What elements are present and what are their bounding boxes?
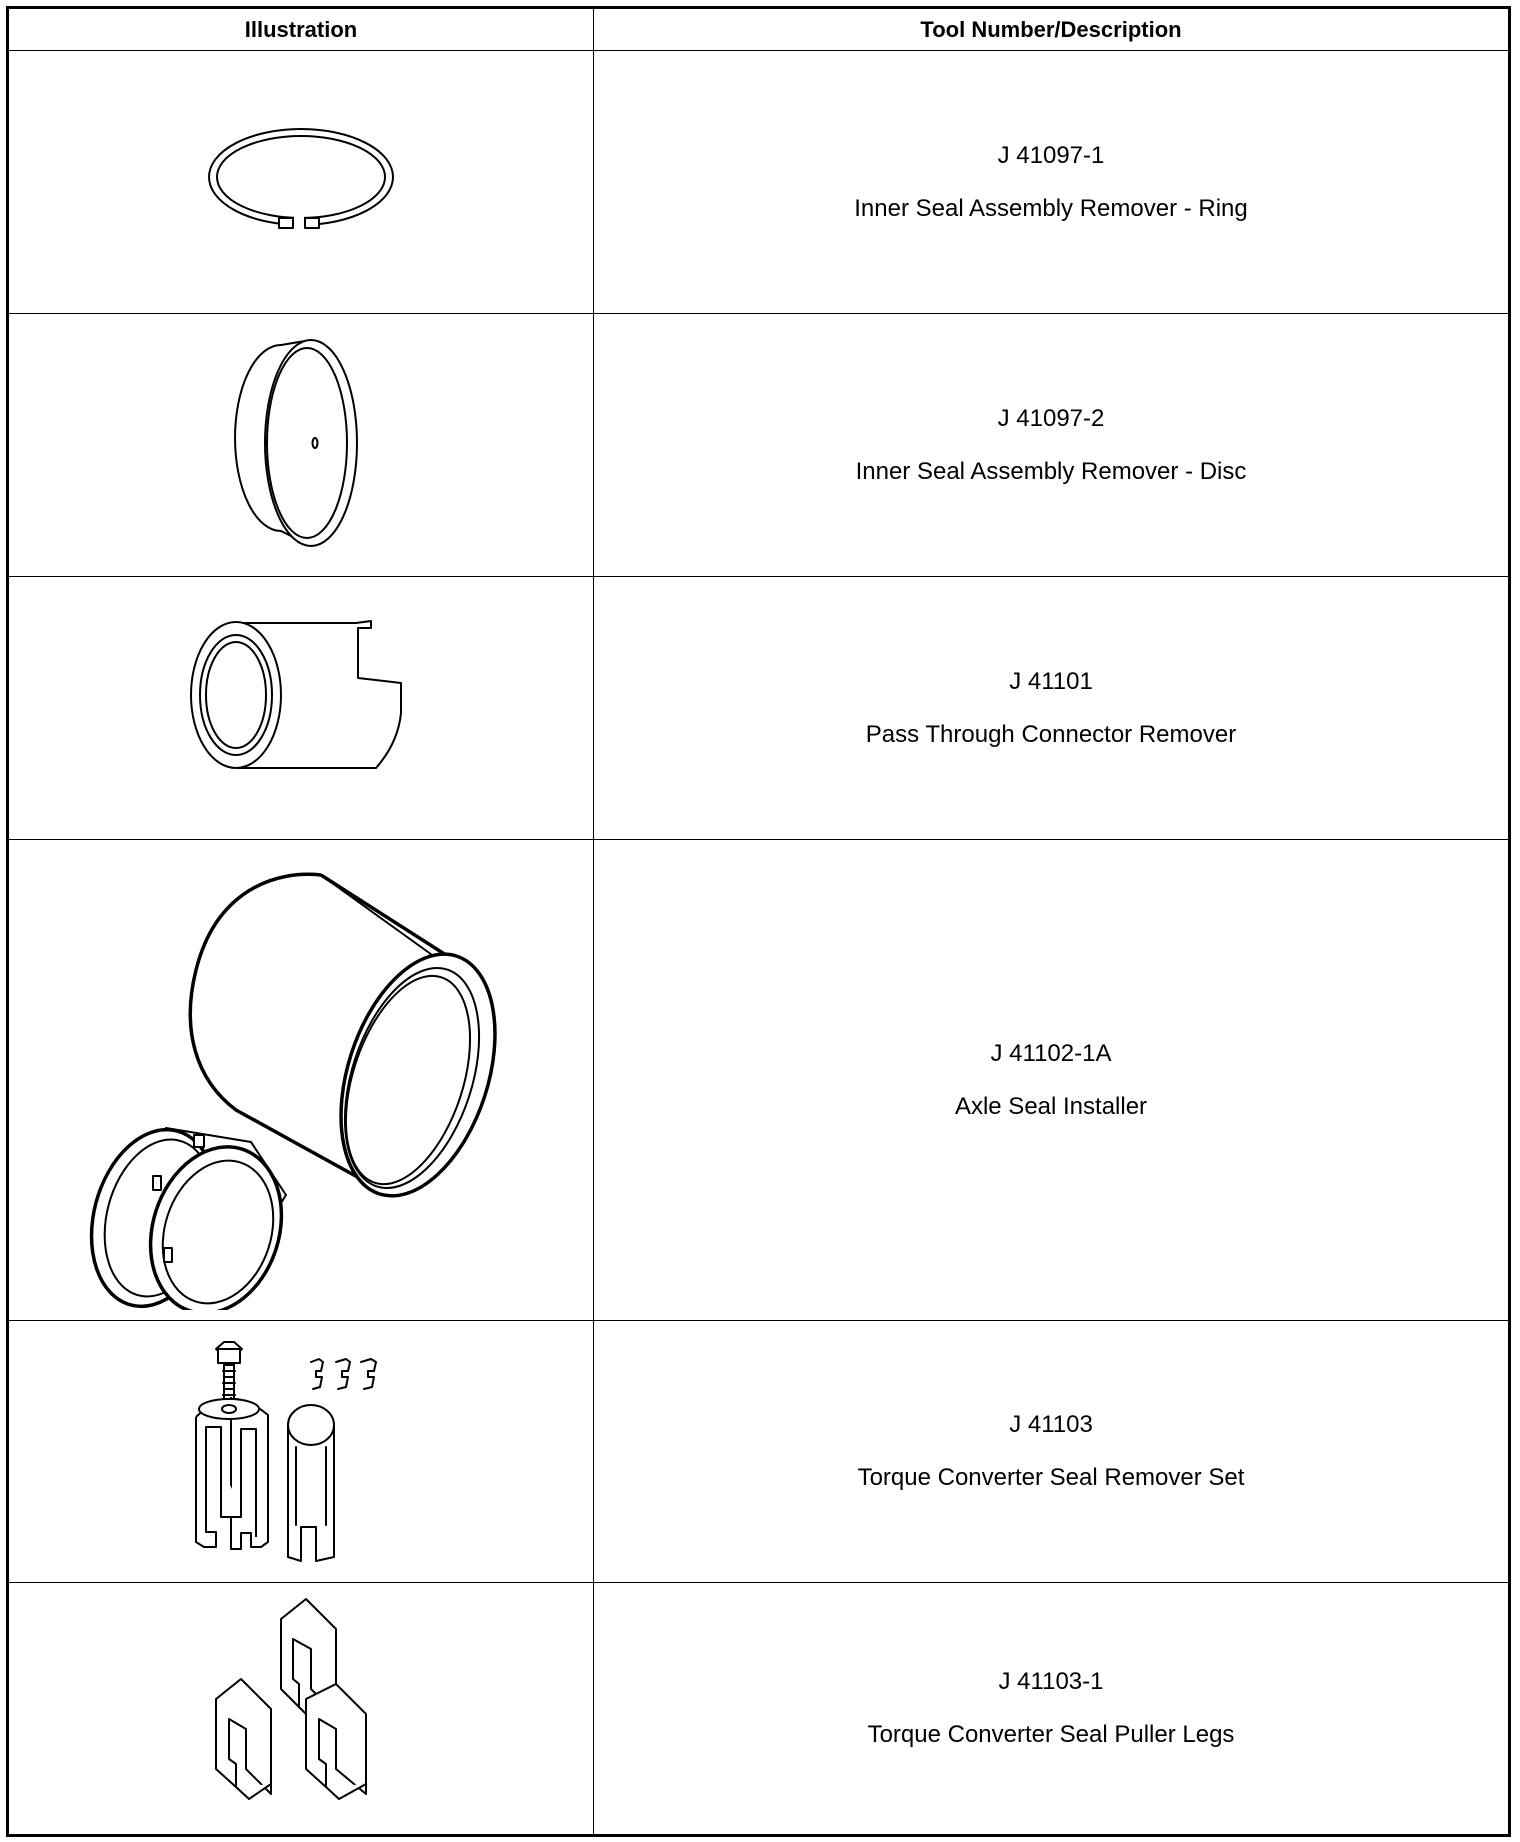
tool-description: Torque Converter Seal Puller Legs bbox=[867, 1721, 1235, 1748]
puller-legs-icon bbox=[211, 1589, 391, 1829]
tool-description: Torque Converter Seal Remover Set bbox=[857, 1464, 1245, 1491]
tool-number: J 41102-1A bbox=[990, 1039, 1112, 1067]
tool-number: J 41101 bbox=[1009, 667, 1093, 695]
illustration-cell bbox=[9, 1321, 594, 1583]
seal-installer-icon bbox=[66, 850, 536, 1310]
tool-number: J 41097-1 bbox=[997, 141, 1105, 169]
seal-remover-set-icon bbox=[186, 1337, 416, 1567]
tool-cell bbox=[594, 1321, 1508, 1583]
header-tool-label: Tool Number/Description bbox=[920, 16, 1182, 42]
tool-description: Axle Seal Installer bbox=[954, 1092, 1148, 1120]
tool-description: Pass Through Connector Remover bbox=[865, 720, 1237, 748]
tool-table bbox=[6, 6, 1511, 1837]
tool-number: J 41103-1 bbox=[998, 1668, 1104, 1695]
header-illustration-label: Illustration bbox=[244, 16, 358, 42]
header-illustration bbox=[9, 9, 594, 51]
disc-icon bbox=[231, 335, 371, 555]
tool-cell bbox=[594, 51, 1508, 314]
tool-cell bbox=[594, 1583, 1508, 1834]
tool-description: Inner Seal Assembly Remover - Disc bbox=[855, 457, 1247, 485]
header-tool bbox=[594, 9, 1508, 51]
illustration-cell bbox=[9, 1583, 594, 1834]
tool-number: J 41103 bbox=[1009, 1411, 1093, 1438]
tool-cell bbox=[594, 577, 1508, 840]
illustration-cell bbox=[9, 840, 594, 1321]
connector-remover-icon bbox=[186, 618, 416, 798]
tool-number: J 41097-2 bbox=[997, 404, 1105, 432]
tool-description: Inner Seal Assembly Remover - Ring bbox=[854, 194, 1248, 222]
tool-cell bbox=[594, 314, 1508, 577]
illustration-cell bbox=[9, 577, 594, 840]
illustration-cell bbox=[9, 314, 594, 577]
retaining-ring-icon bbox=[201, 122, 401, 242]
illustration-cell bbox=[9, 51, 594, 314]
tool-cell bbox=[594, 840, 1508, 1321]
